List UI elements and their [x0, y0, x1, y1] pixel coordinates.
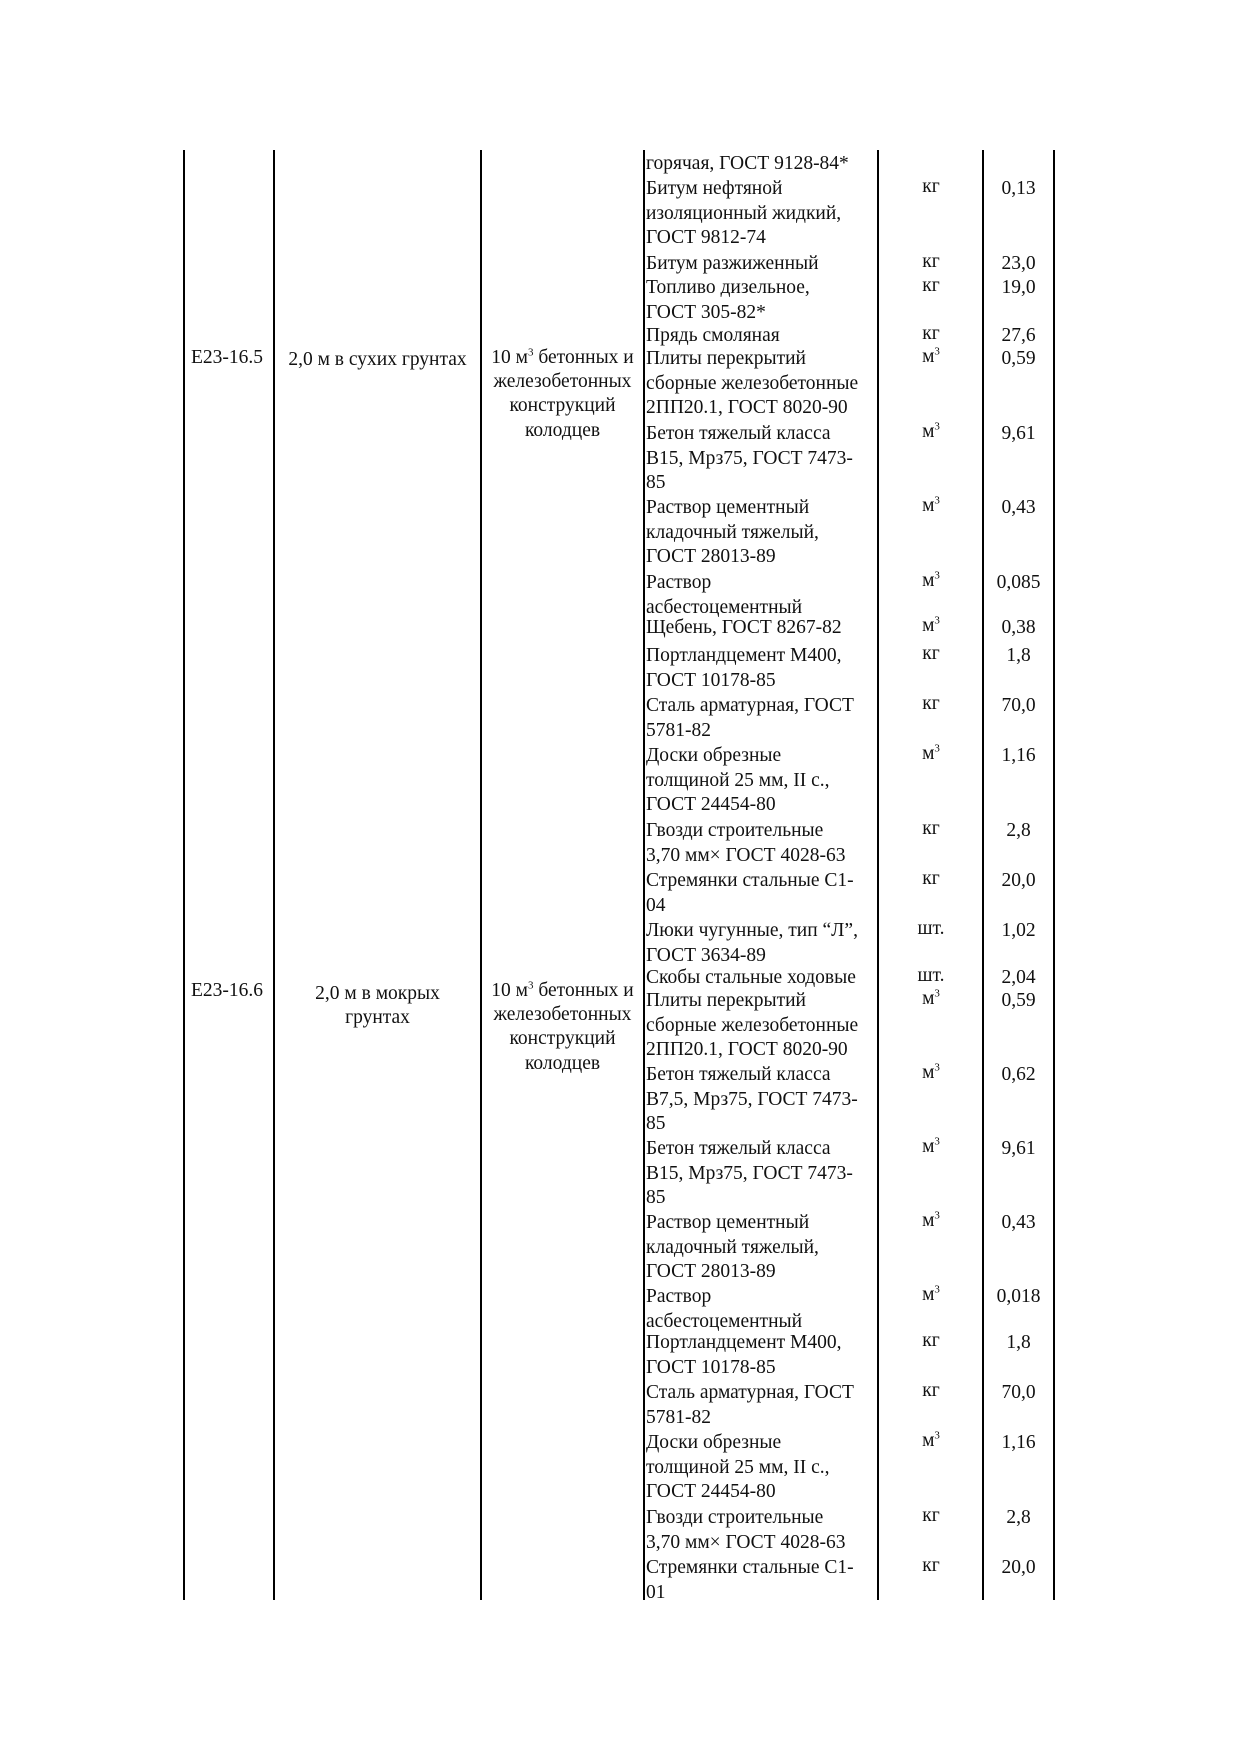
material-quantity: 1,8	[1006, 645, 1031, 666]
material-name-line: Люки чугунные, тип “Л”,	[646, 920, 858, 941]
material-name-line: кладочный тяжелый,	[646, 521, 819, 543]
material-name-line: Топливо дизельное,	[646, 277, 810, 298]
material-name-line: Прядь смоляная	[646, 325, 780, 346]
material-name-line: Бетон тяжелый класса	[646, 423, 831, 444]
material-name-line: Стремянки стальные С1-	[646, 1557, 854, 1578]
material-name-line: 5781-82	[646, 719, 711, 741]
material-quantity: 2,8	[1006, 1507, 1031, 1528]
material-name-line: 5781-82	[646, 1406, 711, 1428]
material-name-line: Раствор цементный	[646, 497, 810, 518]
material-name-line: Гвозди строительные	[646, 1507, 824, 1528]
material-unit: $м^3$	[922, 1283, 940, 1305]
material-quantity: 0,62	[1001, 1064, 1036, 1085]
material-quantity: 0,59	[1001, 348, 1036, 369]
material-unit: $м^3$	[922, 987, 940, 1009]
material-name-line: 85	[646, 472, 666, 493]
material-name-line: Скобы стальные ходовые	[646, 967, 856, 988]
material-name-line: 85	[646, 1113, 666, 1134]
material-quantity: 2,8	[1006, 820, 1031, 841]
material-name-line: ГОСТ 305-82*	[646, 301, 766, 323]
material-unit: кг	[922, 643, 940, 664]
material-quantity: 19,0	[1001, 277, 1036, 298]
material-quantity: 9,61	[1001, 423, 1036, 444]
material-quantity: 1,16	[1001, 745, 1036, 766]
material-quantity: 0,085	[996, 572, 1041, 593]
material-quantity: 70,0	[1001, 1382, 1036, 1403]
measure-unit-line: 10 $м^3$ бетонных и	[491, 346, 634, 368]
material-name-line: сборные железобетонные	[646, 1014, 859, 1036]
measure-unit-line: колодцев	[524, 420, 601, 441]
material-quantity: 20,0	[1001, 1557, 1036, 1578]
material-quantity: 1,02	[1001, 920, 1036, 941]
material-quantity: 0,38	[1001, 617, 1036, 638]
material-name-line: сборные железобетонные	[646, 372, 859, 394]
column-border	[643, 150, 645, 1600]
material-name-line: ГОСТ 10178-85	[646, 1356, 776, 1378]
material-name-line: В15, Мрз75, ГОСТ 7473-	[646, 447, 853, 469]
material-name-line: Сталь арматурная, ГОСТ	[646, 695, 854, 716]
measure-unit-line: железобетонных	[493, 371, 632, 392]
material-unit: кг	[922, 251, 940, 272]
material-name-line: Портландцемент М400,	[646, 1332, 842, 1353]
measure-unit-line: железобетонных	[493, 1004, 632, 1025]
material-unit: $м^3$	[922, 494, 940, 516]
material-unit: кг	[922, 868, 940, 889]
material-name-line: Плиты перекрытий	[646, 990, 806, 1011]
material-name-line: 3,70 мм× ГОСТ 4028-63	[646, 844, 846, 866]
work-description-line: 2,0 м в мокрых	[315, 983, 440, 1004]
material-name-line: ГОСТ 24454-80	[646, 794, 776, 815]
material-name-line: 85	[646, 1187, 666, 1208]
material-name-line: Доски обрезные	[646, 1432, 782, 1453]
material-unit: шт.	[917, 918, 945, 939]
material-name-line: асбестоцементный	[646, 596, 803, 618]
material-unit: $м^3$	[922, 1061, 940, 1083]
material-name-line: ГОСТ 28013-89	[646, 1261, 776, 1282]
material-unit: $м^3$	[922, 1135, 940, 1157]
material-name-line: Бетон тяжелый класса	[646, 1138, 831, 1159]
material-unit: кг	[922, 818, 940, 839]
material-unit: $м^3$	[922, 345, 940, 367]
material-name-line: Гвозди строительные	[646, 820, 824, 841]
material-quantity: 9,61	[1001, 1138, 1036, 1159]
norm-code: Е23-16.6	[191, 980, 264, 1001]
material-quantity: 1,16	[1001, 1432, 1036, 1453]
material-unit: кг	[922, 176, 940, 197]
material-name-line: 2ПП20.1, ГОСТ 8020-90	[646, 1039, 848, 1060]
material-name-line: 04	[646, 894, 666, 916]
column-border	[877, 150, 879, 1600]
measure-unit-line: конструкций	[509, 1028, 616, 1049]
material-name-line: кладочный тяжелый,	[646, 1236, 819, 1258]
material-unit: $м^3$	[922, 742, 940, 764]
material-quantity: 0,43	[1001, 1212, 1036, 1233]
material-name-line: В7,5, Мрз75, ГОСТ 7473-	[646, 1088, 858, 1110]
material-name-line: асбестоцементный	[646, 1310, 803, 1332]
material-unit: кг	[922, 275, 940, 296]
material-name-line: В15, Мрз75, ГОСТ 7473-	[646, 1162, 853, 1184]
work-description-line: грунтах	[345, 1007, 410, 1028]
material-name-line: Битум разжиженный	[646, 253, 819, 274]
work-description: 2,0 м в сухих грунтах	[288, 349, 467, 370]
material-unit: кг	[922, 1380, 940, 1401]
norm-code: Е23-16.5	[191, 347, 264, 368]
material-unit: кг	[922, 1555, 940, 1576]
material-quantity: 70,0	[1001, 695, 1036, 716]
material-name-line: 2ПП20.1, ГОСТ 8020-90	[646, 397, 848, 418]
material-name-line: горячая, ГОСТ 9128-84*	[646, 153, 849, 174]
material-unit: кг	[922, 1330, 940, 1351]
material-quantity: 0,018	[996, 1286, 1041, 1307]
material-quantity: 27,6	[1001, 325, 1036, 346]
measure-unit-line: конструкций	[509, 395, 616, 416]
material-name-line: Битум нефтяной	[646, 178, 783, 199]
material-name-line: Портландцемент М400,	[646, 645, 842, 666]
material-name-line: 01	[646, 1581, 666, 1603]
measure-unit-line: колодцев	[524, 1053, 601, 1074]
material-unit: $м^3$	[922, 1429, 940, 1451]
material-name-line: 3,70 мм× ГОСТ 4028-63	[646, 1531, 846, 1553]
material-name-line: Щебень, ГОСТ 8267-82	[646, 617, 842, 638]
material-quantity: 0,43	[1001, 497, 1036, 518]
measure-unit-line: 10 $м^3$ бетонных и	[491, 979, 634, 1001]
material-name-line: изоляционный жидкий,	[646, 202, 842, 224]
material-quantity: 23,0	[1001, 253, 1036, 274]
material-unit: $м^3$	[922, 420, 940, 442]
material-name-line: толщиной 25 мм, II с.,	[646, 1456, 830, 1478]
material-name-line: ГОСТ 3634-89	[646, 944, 766, 966]
material-name-line: Раствор	[646, 572, 712, 593]
material-name-line: ГОСТ 9812-74	[646, 227, 766, 248]
material-quantity: 1,8	[1006, 1332, 1031, 1353]
material-name-line: ГОСТ 28013-89	[646, 546, 776, 567]
material-name-line: Раствор цементный	[646, 1212, 810, 1233]
material-quantity: 0,59	[1001, 990, 1036, 1011]
material-name-line: Бетон тяжелый класса	[646, 1064, 831, 1085]
material-unit: $м^3$	[922, 614, 940, 636]
material-quantity: 20,0	[1001, 870, 1036, 891]
material-name-line: Плиты перекрытий	[646, 348, 806, 369]
material-name-line: толщиной 25 мм, II с.,	[646, 769, 830, 791]
material-name-line: Сталь арматурная, ГОСТ	[646, 1382, 854, 1403]
material-name-line: Раствор	[646, 1286, 712, 1307]
material-unit: кг	[922, 693, 940, 714]
material-unit: кг	[922, 1505, 940, 1526]
material-name-line: ГОСТ 10178-85	[646, 669, 776, 691]
material-unit: $м^3$	[922, 569, 940, 591]
material-quantity: 2,04	[1001, 967, 1036, 988]
material-unit: кг	[922, 323, 940, 344]
material-name-line: ГОСТ 24454-80	[646, 1481, 776, 1502]
material-name-line: Стремянки стальные С1-	[646, 870, 854, 891]
material-name-line: Доски обрезные	[646, 745, 782, 766]
material-quantity: 0,13	[1001, 178, 1036, 199]
material-unit: шт.	[917, 965, 945, 986]
material-unit: $м^3$	[922, 1209, 940, 1231]
column-border	[1053, 150, 1055, 1600]
column-border	[183, 150, 185, 1600]
